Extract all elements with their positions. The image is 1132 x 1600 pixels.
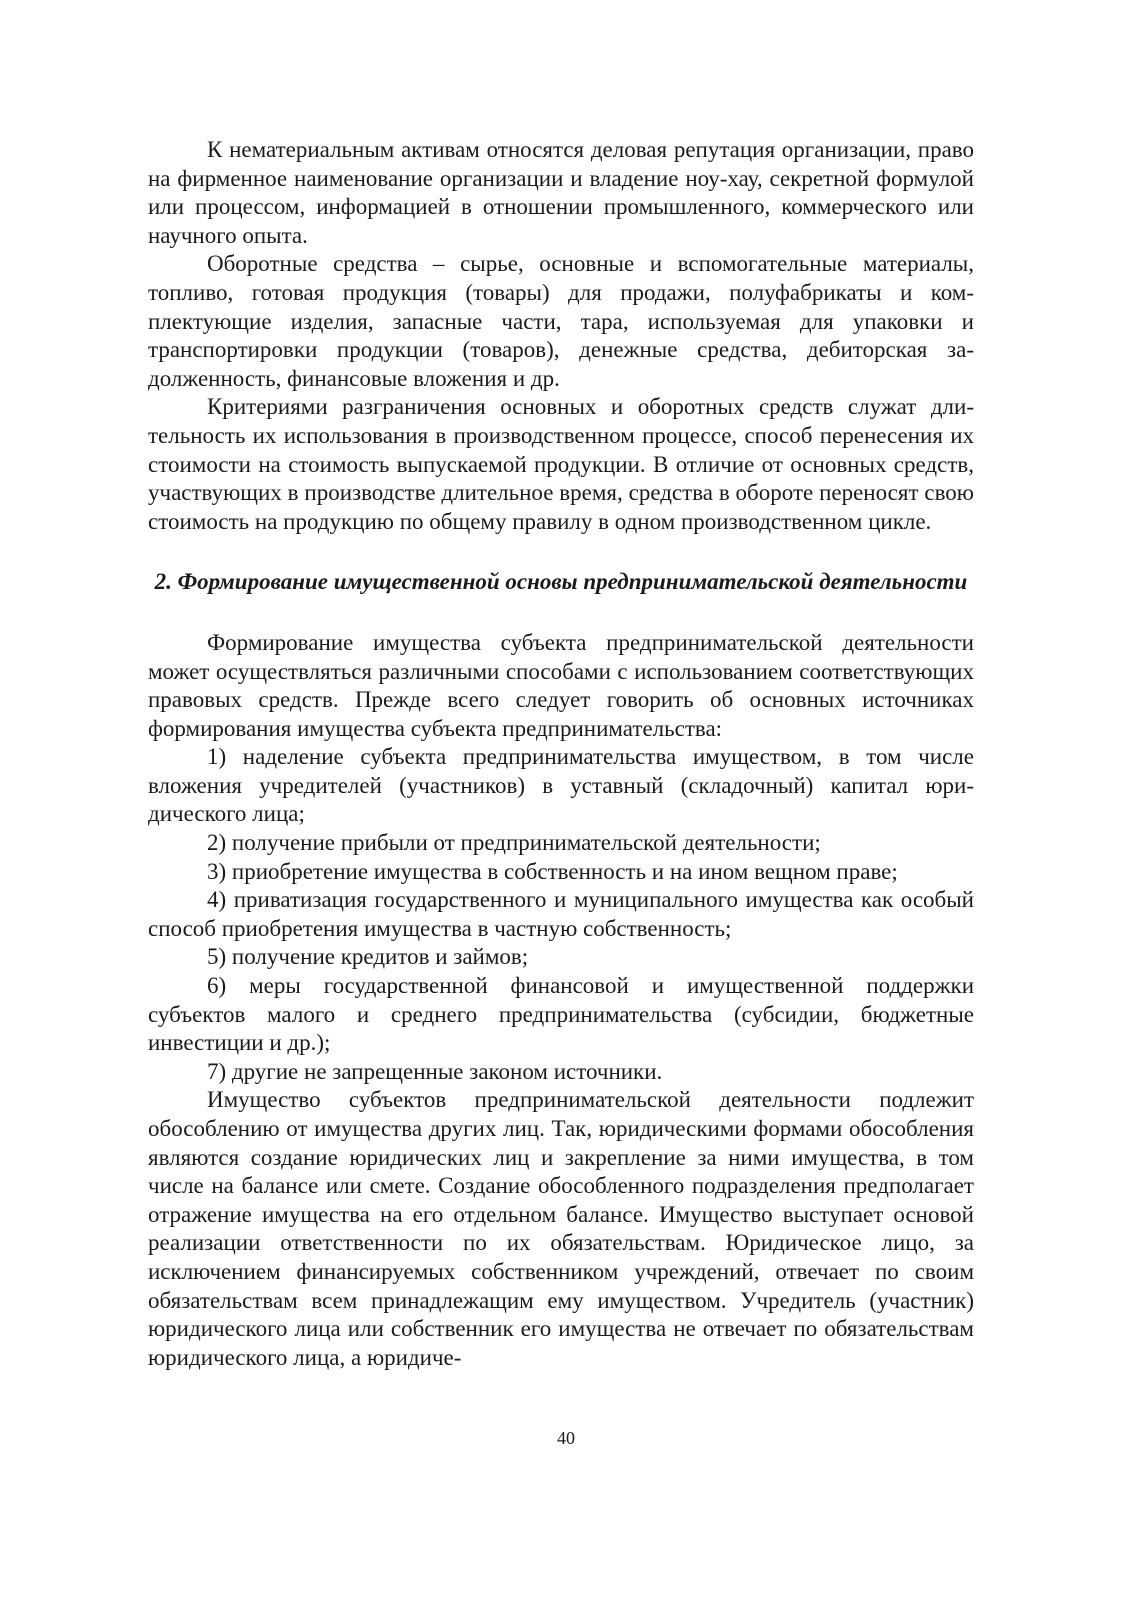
page-body [148, 136, 974, 1372]
list-item: 5) получение кредитов и займов; [207, 944, 529, 970]
paragraph: Имущество субъектов предпринимательской деятельности подлежит обособлению от имущества других лиц. Так, юридическими формами обособления являются создание юридических лиц и закрепление за ними имущества, в том числе на балансе или смете. Создание обособленного подразделения предполагает отражение имущества на его отдельном балансе. Имущество выступает основой реализации ответственности по их обязательствам. Юридическое лицо, за исключением финансируемых собственником учреждений, отвечает по своим обязательствам всем принадлежащим ему имуществом. Учредитель (участник) юридического лица или собственник его имущества не отвечает по обязательствам юридического лица, а юридиче- [148, 1087, 974, 1370]
paragraph: Формирование имущества субъекта предпринимательской деятельности может осуществляться различными способами с использованием соответствующих правовых средств. Прежде всего следует говорить об основных источниках формирования имущества субъекта предпринимательства: [148, 629, 974, 741]
paragraph: К нематериальным активам относятся деловая репутация организации, право на фирменное наименование организации и владение ноу-хау, секретной формулой или процессом, информацией в отношении промышленного, коммерческого или научного опыта. [148, 137, 974, 248]
section-heading: 2. Формирование имущественной основы предпринимательской деятельности [154, 569, 968, 595]
list-item: 6) меры государственной финансовой и имущественной поддержки субъектов малого и среднего предпринимательства (субсидии, бюджетные инвестиции и др.); [148, 973, 974, 1056]
paragraph: Оборотные средства – сырье, основные и вспомогательные материалы, топливо, готовая продукция (товары) для продажи, полуфабрикаты и комплектующие изделия, запасные части, тара, используемая для упаковки и транспортировки продукции (товаров), денежные средства, дебиторская задолженность, финансовые вложения и др. [148, 251, 974, 391]
paragraph: Критериями разграничения основных и оборотных средств служат длительность их использования в производственном процессе, способ перенесения их стоимости на стоимость выпускаемой продукции. В отличие от основных средств, участвующих в производстве длительное время, средства в обороте переносят свою стоимость на продукцию по общему правилу в одном производственном цикле. [148, 394, 974, 534]
list-item: 4) приватизация государственного и муниципального имущества как особый способ приобретения имущества в частную собственность; [148, 887, 974, 941]
page-number: 40 [557, 1428, 575, 1448]
list-item: 3) приобретение имущества в собственность и на ином вещном праве; [207, 858, 898, 884]
list-item: 2) получение прибыли от предпринимательской деятельности; [207, 830, 821, 856]
list-item: 7) другие не запрещенные законом источники. [207, 1058, 663, 1084]
list-item: 1) наделение субъекта предпринимательства имуществом, в том числе вложения учредителей (участников) в уставный (складочный) капитал юридического лица; [148, 744, 974, 827]
